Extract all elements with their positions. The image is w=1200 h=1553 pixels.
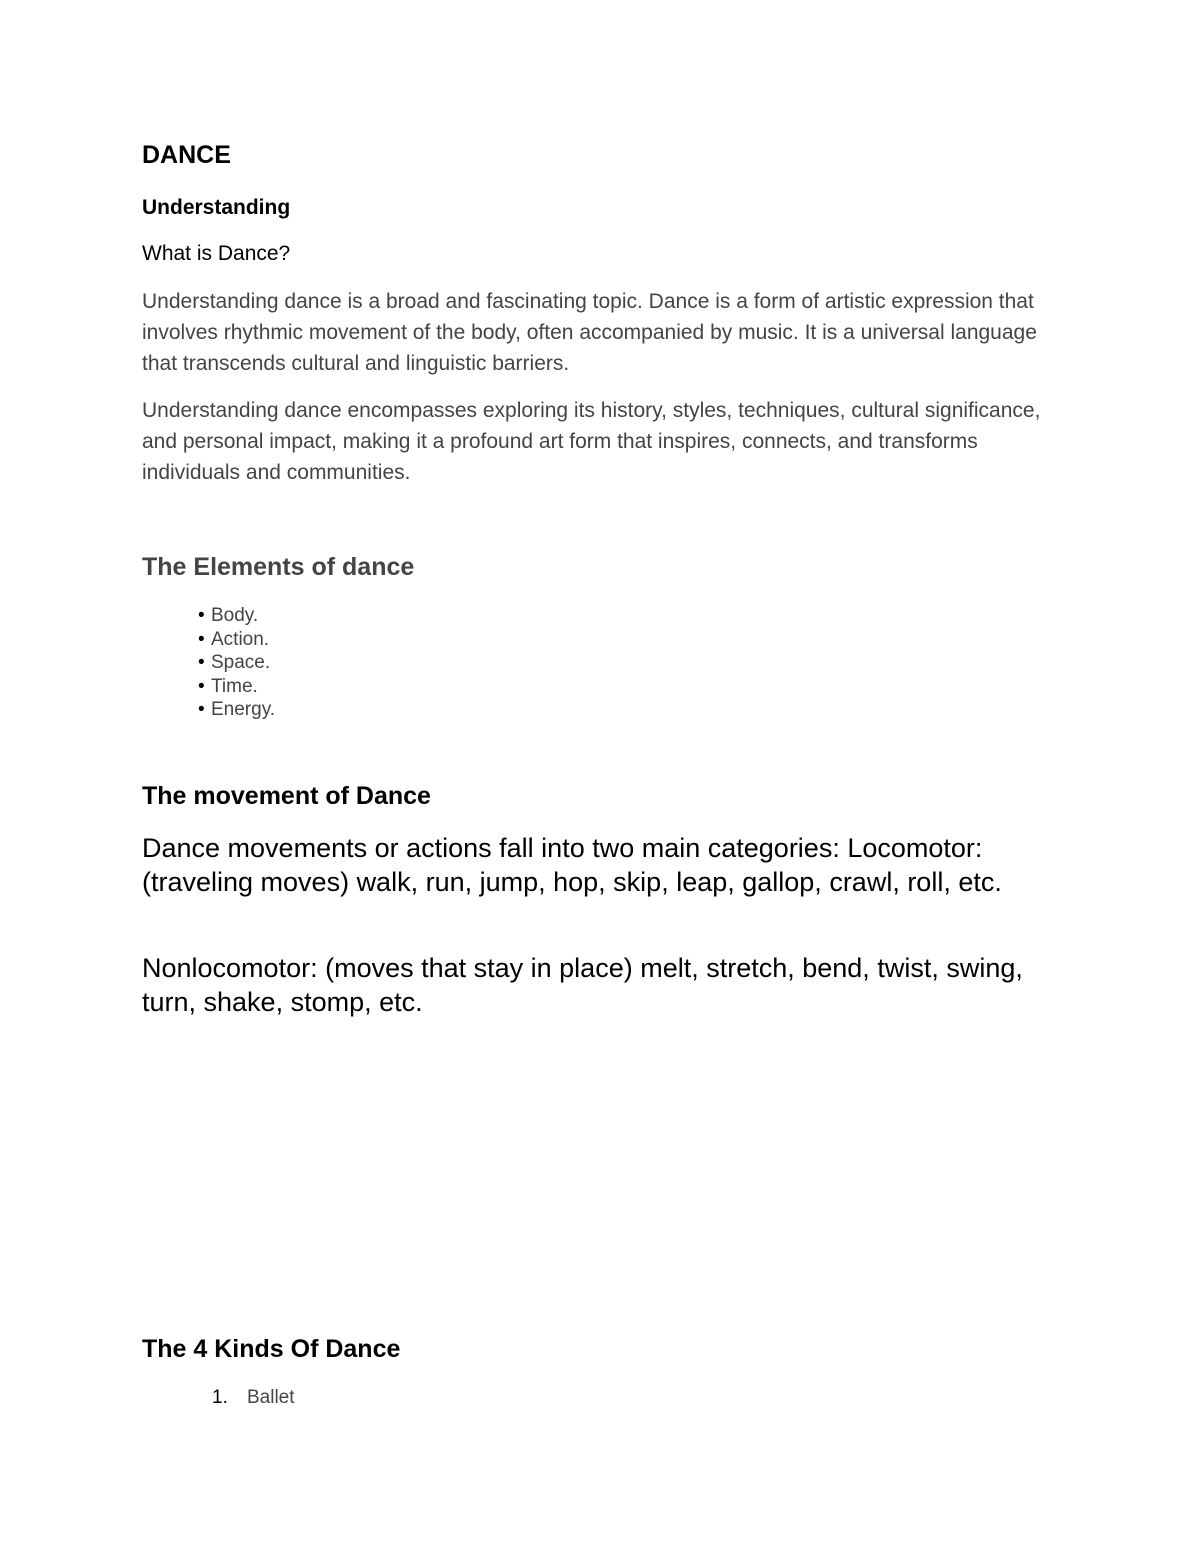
bullet-icon: • <box>198 605 205 626</box>
list-item <box>198 628 275 652</box>
list-item-label: Time. <box>211 675 258 697</box>
list-item <box>198 651 275 675</box>
understanding-paragraph: Understanding dance encompasses exploring its history, styles, techniques, cultural significance, and personal impact, making it a profound art form that inspires, connects, and transforms individuals and communities. <box>142 399 1041 484</box>
list-item-label: Energy. <box>211 699 276 720</box>
list-item <box>198 675 275 699</box>
bullet-icon: • <box>198 628 205 650</box>
bullet-icon: • <box>198 652 205 673</box>
list-item-label: Ballet <box>247 1387 295 1408</box>
list-item-label: Space. <box>211 652 271 673</box>
bullet-icon: • <box>198 699 205 720</box>
locomotor-paragraph: Dance movements or actions fall into two main categories: Locomotor: (traveling moves) walk, run, jump, hop, skip, leap, gallop, crawl, roll, etc. <box>142 833 1002 897</box>
list-item <box>198 604 275 628</box>
section-subtitle: Understanding <box>142 196 291 219</box>
intro-paragraph: Understanding dance is a broad and fascinating topic. Dance is a form of artistic expression that involves rhythmic movement of the body, often accompanied by music. It is a universal language that transcends cultural and linguistic barriers. <box>142 290 1037 375</box>
list-item <box>198 698 275 722</box>
list-item-label: Action. <box>211 628 270 650</box>
elements-heading: The Elements of dance <box>142 553 415 581</box>
question-text: What is Dance? <box>142 242 291 265</box>
list-item-label: Body. <box>211 605 259 626</box>
elements-list <box>198 604 275 722</box>
kinds-heading: The 4 Kinds Of Dance <box>142 1335 401 1363</box>
nonlocomotor-paragraph: Nonlocomotor: (moves that stay in place) melt, stretch, bend, twist, swing, turn, shake, stomp, etc. <box>142 953 1023 1017</box>
bullet-icon: • <box>198 675 205 697</box>
movement-heading: The movement of Dance <box>142 782 431 810</box>
document-title: DANCE <box>142 141 231 169</box>
kinds-list-item <box>212 1387 295 1409</box>
list-number: 1. <box>212 1387 228 1408</box>
